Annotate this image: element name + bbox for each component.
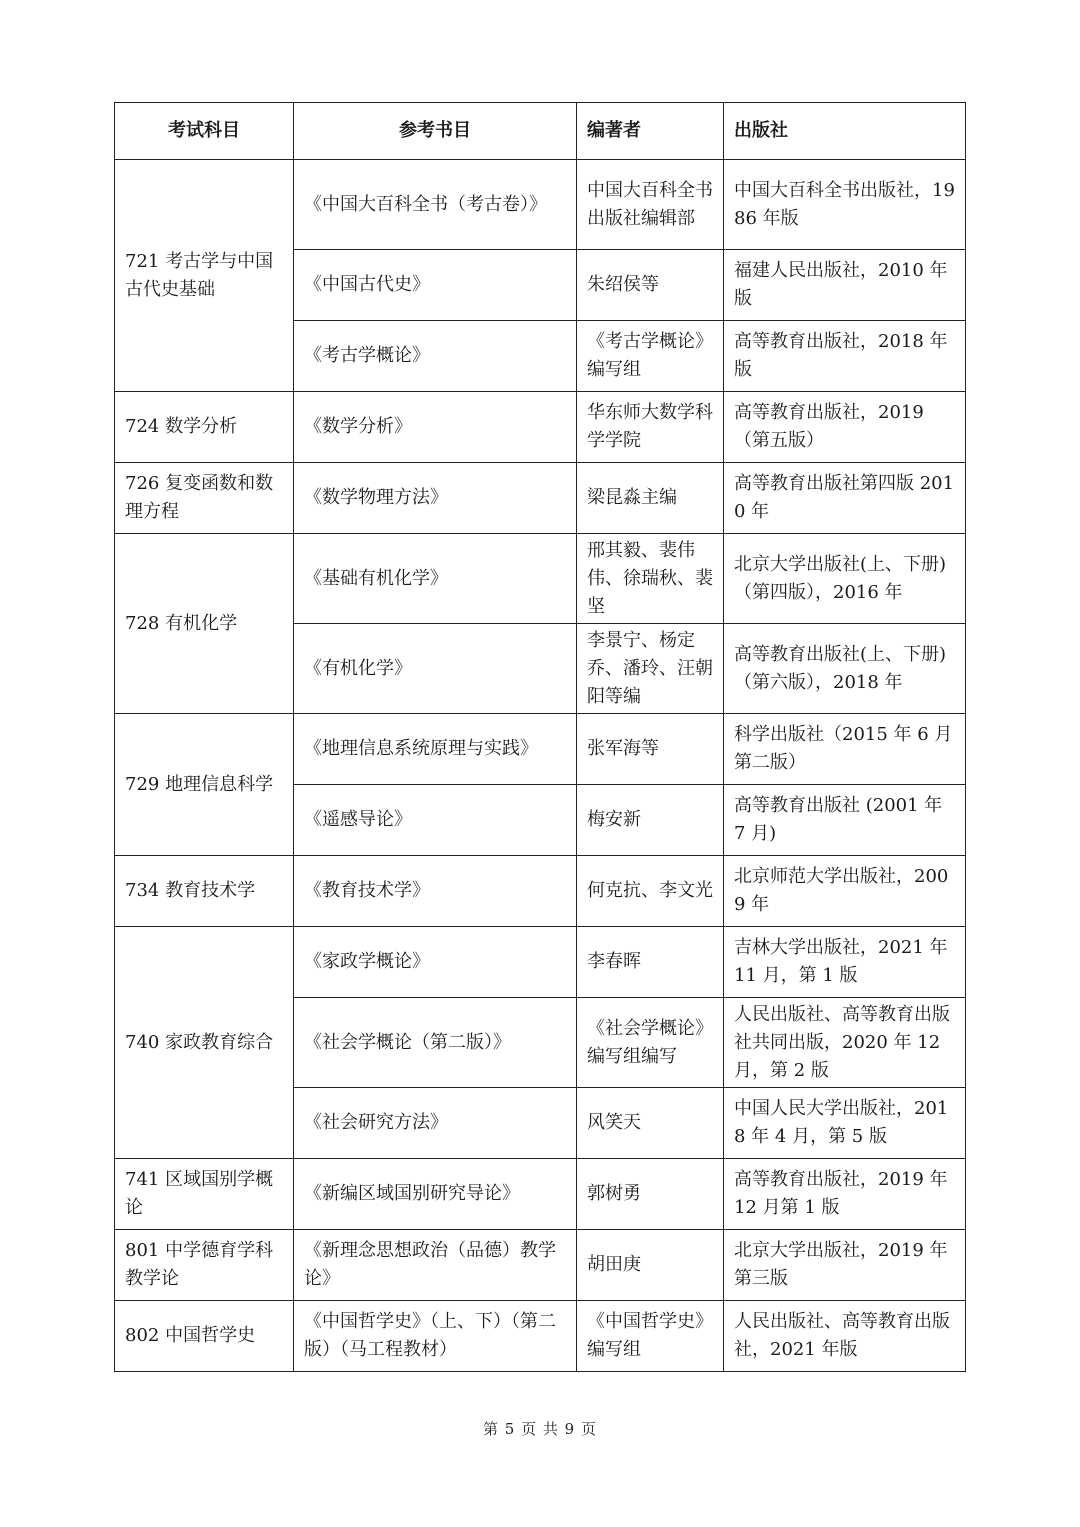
- book-cell: 《基础有机化学》: [294, 534, 577, 624]
- publisher-cell: 中国大百科全书出版社，1986 年版: [724, 160, 966, 250]
- author-cell: 何克抗、李文光: [577, 856, 724, 927]
- book-cell: 《社会研究方法》: [294, 1088, 577, 1159]
- reference-book-table: [114, 102, 966, 1372]
- table-row: [115, 1159, 966, 1230]
- publisher-cell: 高等教育出版社，2018 年版: [724, 321, 966, 392]
- author-cell: 梁昆淼主编: [577, 463, 724, 534]
- table-row: [115, 392, 966, 463]
- header-book: 参考书目: [294, 103, 577, 160]
- author-cell: 张军海等: [577, 714, 724, 785]
- subject-cell: 740 家政教育综合: [115, 927, 294, 1159]
- publisher-cell: 人民出版社、高等教育出版社，2021 年版: [724, 1301, 966, 1372]
- author-cell: 李春晖: [577, 927, 724, 998]
- book-cell: 《考古学概论》: [294, 321, 577, 392]
- table-row: [115, 160, 966, 250]
- author-cell: 胡田庚: [577, 1230, 724, 1301]
- author-cell: 《社会学概论》编写组编写: [577, 998, 724, 1088]
- page-number-label: 第 5 页 共 9 页: [483, 1420, 597, 1438]
- book-cell: 《遥感导论》: [294, 785, 577, 856]
- header-publisher: 出版社: [724, 103, 966, 160]
- publisher-cell: 福建人民出版社，2010 年版: [724, 250, 966, 321]
- author-cell: 中国大百科全书出版社编辑部: [577, 160, 724, 250]
- subject-cell: 801 中学德育学科教学论: [115, 1230, 294, 1301]
- publisher-cell: 高等教育出版社 (2001 年 7 月): [724, 785, 966, 856]
- page-footer: [0, 1418, 1080, 1439]
- table-row: [115, 927, 966, 998]
- publisher-cell: 科学出版社（2015 年 6 月第二版）: [724, 714, 966, 785]
- author-cell: 邢其毅、裴伟伟、徐瑞秋、裴坚: [577, 534, 724, 624]
- subject-cell: 741 区域国别学概论: [115, 1159, 294, 1230]
- table-header-row: [115, 103, 966, 160]
- table-row: [115, 463, 966, 534]
- publisher-cell: 高等教育出版社第四版 2010 年: [724, 463, 966, 534]
- table-row: [115, 714, 966, 785]
- table-row: [115, 534, 966, 624]
- book-cell: 《中国哲学史》（上、下）（第二版）（马工程教材）: [294, 1301, 577, 1372]
- table-row: [115, 1301, 966, 1372]
- publisher-cell: 人民出版社、高等教育出版社共同出版，2020 年 12 月，第 2 版: [724, 998, 966, 1088]
- publisher-cell: 高等教育出版社，2019 年 12 月第 1 版: [724, 1159, 966, 1230]
- book-cell: 《数学物理方法》: [294, 463, 577, 534]
- author-cell: 朱绍侯等: [577, 250, 724, 321]
- subject-cell: 721 考古学与中国古代史基础: [115, 160, 294, 392]
- author-cell: 郭树勇: [577, 1159, 724, 1230]
- book-cell: 《教育技术学》: [294, 856, 577, 927]
- author-cell: 风笑天: [577, 1088, 724, 1159]
- subject-cell: 724 数学分析: [115, 392, 294, 463]
- publisher-cell: 北京大学出版社(上、下册)（第四版），2016 年: [724, 534, 966, 624]
- book-cell: 《家政学概论》: [294, 927, 577, 998]
- subject-cell: 802 中国哲学史: [115, 1301, 294, 1372]
- author-cell: 梅安新: [577, 785, 724, 856]
- publisher-cell: 高等教育出版社(上、下册)（第六版），2018 年: [724, 624, 966, 714]
- publisher-cell: 北京大学出版社，2019 年第三版: [724, 1230, 966, 1301]
- author-cell: 《考古学概论》编写组: [577, 321, 724, 392]
- book-cell: 《新理念思想政治（品德）教学论》: [294, 1230, 577, 1301]
- book-cell: 《数学分析》: [294, 392, 577, 463]
- publisher-cell: 中国人民大学出版社，2018 年 4 月，第 5 版: [724, 1088, 966, 1159]
- publisher-cell: 高等教育出版社，2019（第五版）: [724, 392, 966, 463]
- book-cell: 《中国古代史》: [294, 250, 577, 321]
- author-cell: 华东师大数学科学学院: [577, 392, 724, 463]
- author-cell: 李景宁、杨定乔、潘玲、汪朝阳等编: [577, 624, 724, 714]
- book-cell: 《有机化学》: [294, 624, 577, 714]
- book-cell: 《中国大百科全书（考古卷）》: [294, 160, 577, 250]
- subject-cell: 729 地理信息科学: [115, 714, 294, 856]
- header-subject: 考试科目: [115, 103, 294, 160]
- publisher-cell: 北京师范大学出版社，2009 年: [724, 856, 966, 927]
- header-author: 编著者: [577, 103, 724, 160]
- subject-cell: 726 复变函数和数理方程: [115, 463, 294, 534]
- subject-cell: 734 教育技术学: [115, 856, 294, 927]
- table-body: [115, 160, 966, 1372]
- author-cell: 《中国哲学史》编写组: [577, 1301, 724, 1372]
- book-cell: 《地理信息系统原理与实践》: [294, 714, 577, 785]
- table-row: [115, 1230, 966, 1301]
- book-cell: 《新编区域国别研究导论》: [294, 1159, 577, 1230]
- table-row: [115, 856, 966, 927]
- book-cell: 《社会学概论（第二版）》: [294, 998, 577, 1088]
- subject-cell: 728 有机化学: [115, 534, 294, 714]
- publisher-cell: 吉林大学出版社，2021 年 11 月，第 1 版: [724, 927, 966, 998]
